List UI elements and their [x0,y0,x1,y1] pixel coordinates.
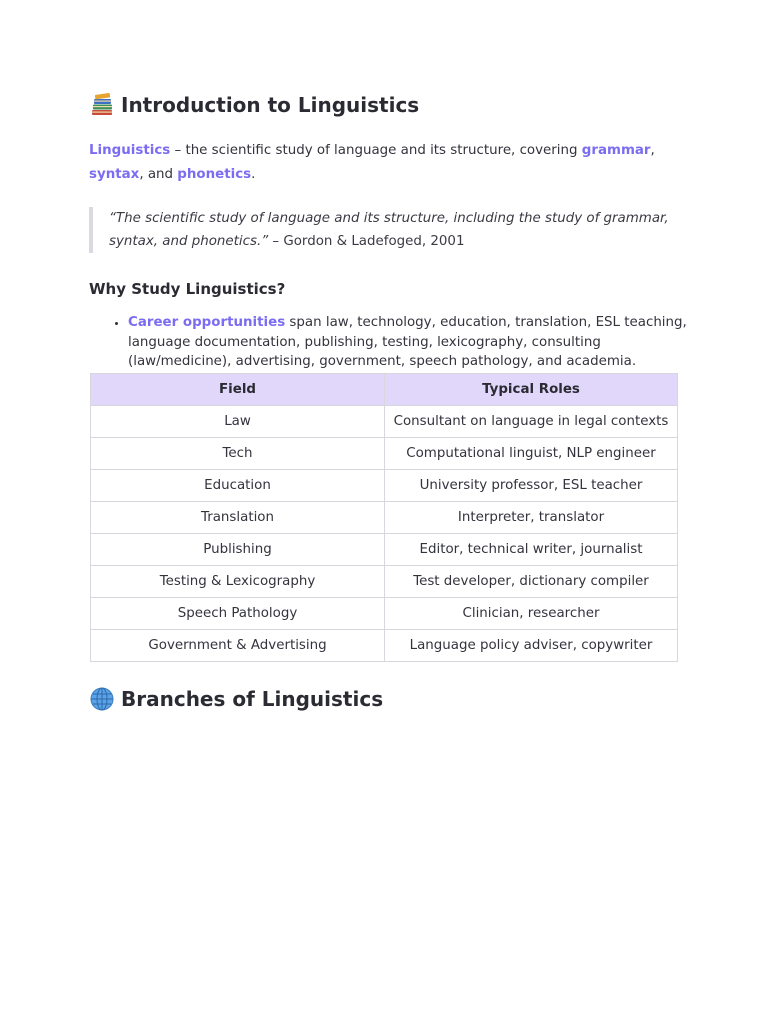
table-cell-roles: Editor, technical writer, journalist [385,534,678,566]
table-row [91,598,678,630]
table-cell-field: Law [91,406,385,438]
intro-separator: , [650,143,655,158]
page-title [89,92,419,118]
keyword-syntax: syntax [89,167,140,182]
column-header-field: Field [91,374,385,406]
table-row [91,502,678,534]
table-cell-roles: Test developer, dictionary compiler [385,566,678,598]
list-item [128,313,688,372]
table-cell-field: Translation [91,502,385,534]
table-cell-field: Speech Pathology [91,598,385,630]
table-cell-field: Testing & Lexicography [91,566,385,598]
bullet-keyword: Career opportunities [128,315,286,330]
intro-text: – the scientific study of language and its structure, covering [170,143,582,158]
table-row [91,630,678,662]
intro-separator: , and [139,167,178,182]
definition-blockquote [89,207,697,253]
table-cell-field: Education [91,470,385,502]
column-header-roles: Typical Roles [385,374,678,406]
bullet-text: span law, technology, education, translation, ESL teaching, language documentation, publishing, testing, lexicography, consulting (law/medicine), advertising, government, speech pathology, and academia. [128,315,687,369]
intro-end: . [251,167,256,182]
table-cell-roles: Computational linguist, NLP engineer [385,438,678,470]
table-cell-roles: Language policy adviser, copywriter [385,630,678,662]
globe-emoji-icon [89,686,115,712]
term-linguistics: Linguistics [89,143,171,158]
table-cell-roles: Interpreter, translator [385,502,678,534]
keyword-phonetics: phonetics [177,167,252,182]
table-row [91,566,678,598]
reasons-list [108,313,688,372]
books-emoji-icon [89,92,115,118]
quote-attribution: – Gordon & Ladefoged, 2001 [268,234,465,249]
keyword-grammar: grammar [581,143,651,158]
table-row [91,438,678,470]
quote-text: “The scientific study of language and its structure, including the study of grammar, syntax, and phonetics.” [109,211,669,249]
table-cell-field: Publishing [91,534,385,566]
table-cell-roles: Consultant on language in legal contexts [385,406,678,438]
page-title-text: Introduction to Linguistics [121,93,420,117]
section-heading-why: Why Study Linguistics? [89,280,286,298]
table-cell-roles: University professor, ESL teacher [385,470,678,502]
table-cell-roles: Clinician, researcher [385,598,678,630]
table-row [91,534,678,566]
table-row [91,406,678,438]
table-header-row [91,374,678,406]
career-roles-table [90,373,678,662]
table-row [91,470,678,502]
table-cell-field: Government & Advertising [91,630,385,662]
section-heading-branches [89,686,383,712]
intro-paragraph [89,139,689,187]
table-cell-field: Tech [91,438,385,470]
section-heading-branches-text: Branches of Linguistics [121,687,384,711]
